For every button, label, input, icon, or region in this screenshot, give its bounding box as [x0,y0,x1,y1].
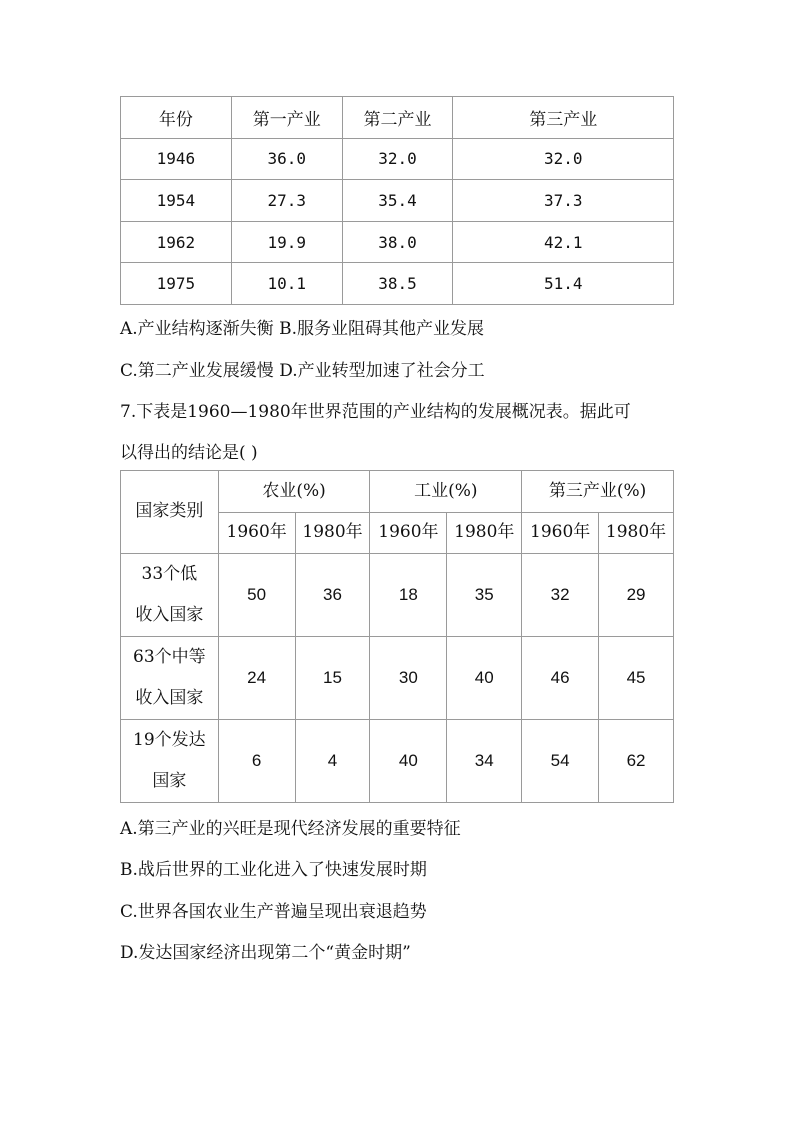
table-row [121,180,674,222]
country-type-line2: 收入国家 [135,605,204,625]
q7-stem-line2: 以得出的结论是( ) [120,443,258,463]
q7-stem-line1: 7.下表是1960—1980年世界范围的产业结构的发展概况表。据此可 [120,402,631,422]
cell-value: 40 [370,720,447,803]
header-country-type: 国家类别 [121,471,219,554]
header-tertiary: 第三产业(%) [522,471,674,513]
q7-option-c: C.世界各国农业生产普遍呈现出衰退趋势 [120,902,427,922]
cell-year: 1946 [121,138,232,180]
header-tertiary: 第三产业 [453,97,674,139]
industry-share-table [120,96,674,305]
cell-value: 18 [370,554,447,637]
cell-value: 46 [522,637,599,720]
q7-option-a: A.第三产业的兴旺是现代经济发展的重要特征 [120,819,461,839]
table-header-row [121,97,674,139]
header-year: 1980年 [599,513,674,554]
cell-value: 32 [522,554,599,637]
header-year: 1960年 [370,513,447,554]
cell-secondary: 38.0 [342,221,453,263]
industry-structure-table [120,470,674,803]
cell-country-type [121,637,219,720]
header-secondary: 第二产业 [342,97,453,139]
cell-value: 62 [599,720,674,803]
cell-tertiary: 42.1 [453,221,674,263]
header-year: 1960年 [522,513,599,554]
cell-value: 15 [295,637,370,720]
country-type-line1: 19个发达 [133,730,206,750]
table-row [121,554,674,637]
country-type-line2: 国家 [152,771,187,791]
table-row [121,720,674,803]
header-year: 1980年 [295,513,370,554]
q6-options-ab: A.产业结构逐渐失衡 B.服务业阻碍其他产业发展 [120,319,484,339]
cell-year: 1962 [121,221,232,263]
table-group-header-row [121,471,674,513]
cell-value: 50 [218,554,295,637]
cell-value: 54 [522,720,599,803]
cell-secondary: 35.4 [342,180,453,222]
cell-secondary: 38.5 [342,263,453,305]
cell-value: 36 [295,554,370,637]
cell-value: 24 [218,637,295,720]
cell-value: 35 [447,554,522,637]
cell-value: 30 [370,637,447,720]
table-row [121,637,674,720]
cell-value: 40 [447,637,522,720]
q7-option-b: B.战后世界的工业化进入了快速发展时期 [120,860,427,880]
cell-secondary: 32.0 [342,138,453,180]
cell-value: 29 [599,554,674,637]
cell-primary: 10.1 [231,263,342,305]
cell-country-type [121,720,219,803]
header-year: 1960年 [218,513,295,554]
country-type-line2: 收入国家 [135,688,204,708]
header-agriculture: 农业(%) [218,471,370,513]
country-type-line1: 33个低 [141,564,198,584]
cell-primary: 36.0 [231,138,342,180]
country-type-line1: 63个中等 [133,647,206,667]
header-primary: 第一产业 [231,97,342,139]
cell-tertiary: 32.0 [453,138,674,180]
cell-year: 1954 [121,180,232,222]
cell-tertiary: 37.3 [453,180,674,222]
header-year: 1980年 [447,513,522,554]
cell-primary: 27.3 [231,180,342,222]
table-row [121,138,674,180]
cell-year: 1975 [121,263,232,305]
header-year: 年份 [121,97,232,139]
q6-options-cd: C.第二产业发展缓慢 D.产业转型加速了社会分工 [120,361,485,381]
table-row [121,263,674,305]
cell-value: 34 [447,720,522,803]
header-industry: 工业(%) [370,471,522,513]
cell-value: 6 [218,720,295,803]
cell-country-type [121,554,219,637]
cell-primary: 19.9 [231,221,342,263]
cell-value: 4 [295,720,370,803]
table-row [121,221,674,263]
cell-tertiary: 51.4 [453,263,674,305]
cell-value: 45 [599,637,674,720]
q7-option-d: D.发达国家经济出现第二个“黄金时期” [120,943,411,963]
